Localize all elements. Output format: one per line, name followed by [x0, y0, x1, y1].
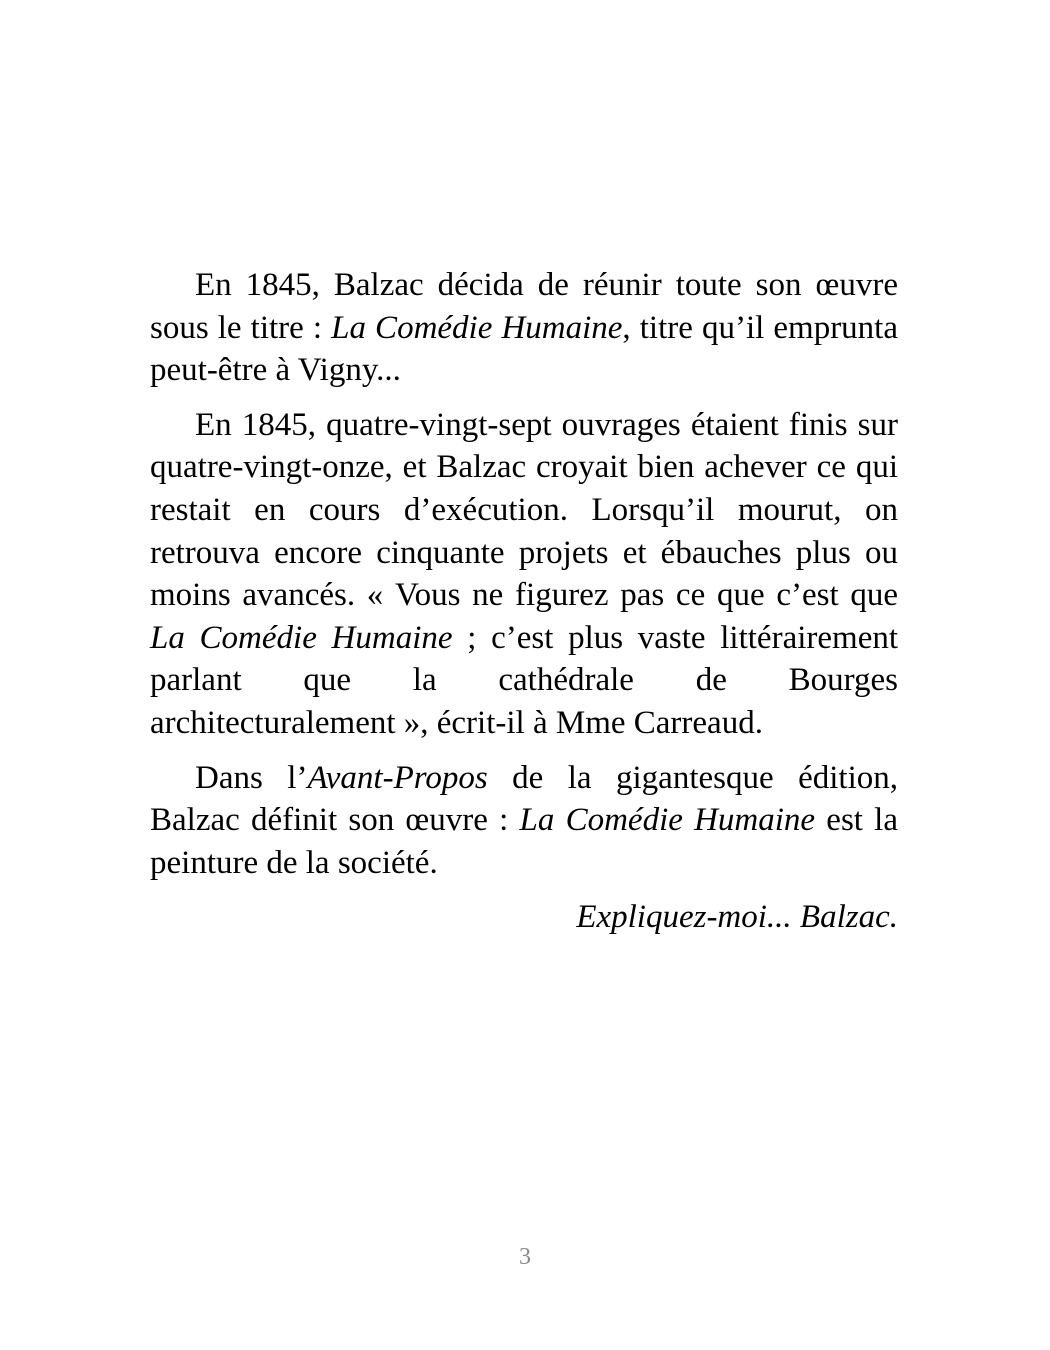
paragraph-3-text-1: Dans l’ — [195, 759, 308, 796]
work-title: La Comédie Humaine — [519, 802, 816, 839]
paragraph-3-text-3: est la peinture de la société. — [150, 802, 898, 881]
paragraph-2 — [150, 404, 898, 745]
paragraph-2-text-2: ; c’est plus vaste littérairement parlant que la cathédrale de Bourges architecturalement », écrit-il à Mme Carreaud. — [150, 619, 899, 741]
avant-propos-title: Avant-Propos — [307, 759, 488, 796]
work-title: La Comédie Humaine — [150, 619, 453, 656]
paragraph-1-text-2: , titre qu’il emprunta peut-être à Vigny... — [150, 309, 898, 389]
paragraph-3-text-2: de la gigantesque édition, Balzac définit son œuvre : — [150, 759, 898, 839]
paragraph-1-text-1: En 1845, Balzac décida de réunir toute son œuvre sous le titre : — [150, 267, 898, 346]
work-title: La Comédie Humaine — [331, 309, 623, 346]
signature: Expliquez-moi... Balzac. — [576, 899, 898, 936]
paragraph-1 — [150, 264, 898, 392]
page-number: 3 — [519, 1244, 531, 1270]
paragraph-3 — [150, 757, 898, 885]
paragraph-2-text-1: En 1845, quatre-vingt-sept ouvrages étaient finis sur quatre-vingt-onze, et Balzac croyait bien achever ce qui restait en cours d’exécution. Lorsqu’il mourut, on retrouva encore cinquante projets et ébauches plus ou moins avancés. « Vous ne figurez pas ce que c’est que — [150, 406, 898, 614]
text-block — [150, 264, 898, 939]
